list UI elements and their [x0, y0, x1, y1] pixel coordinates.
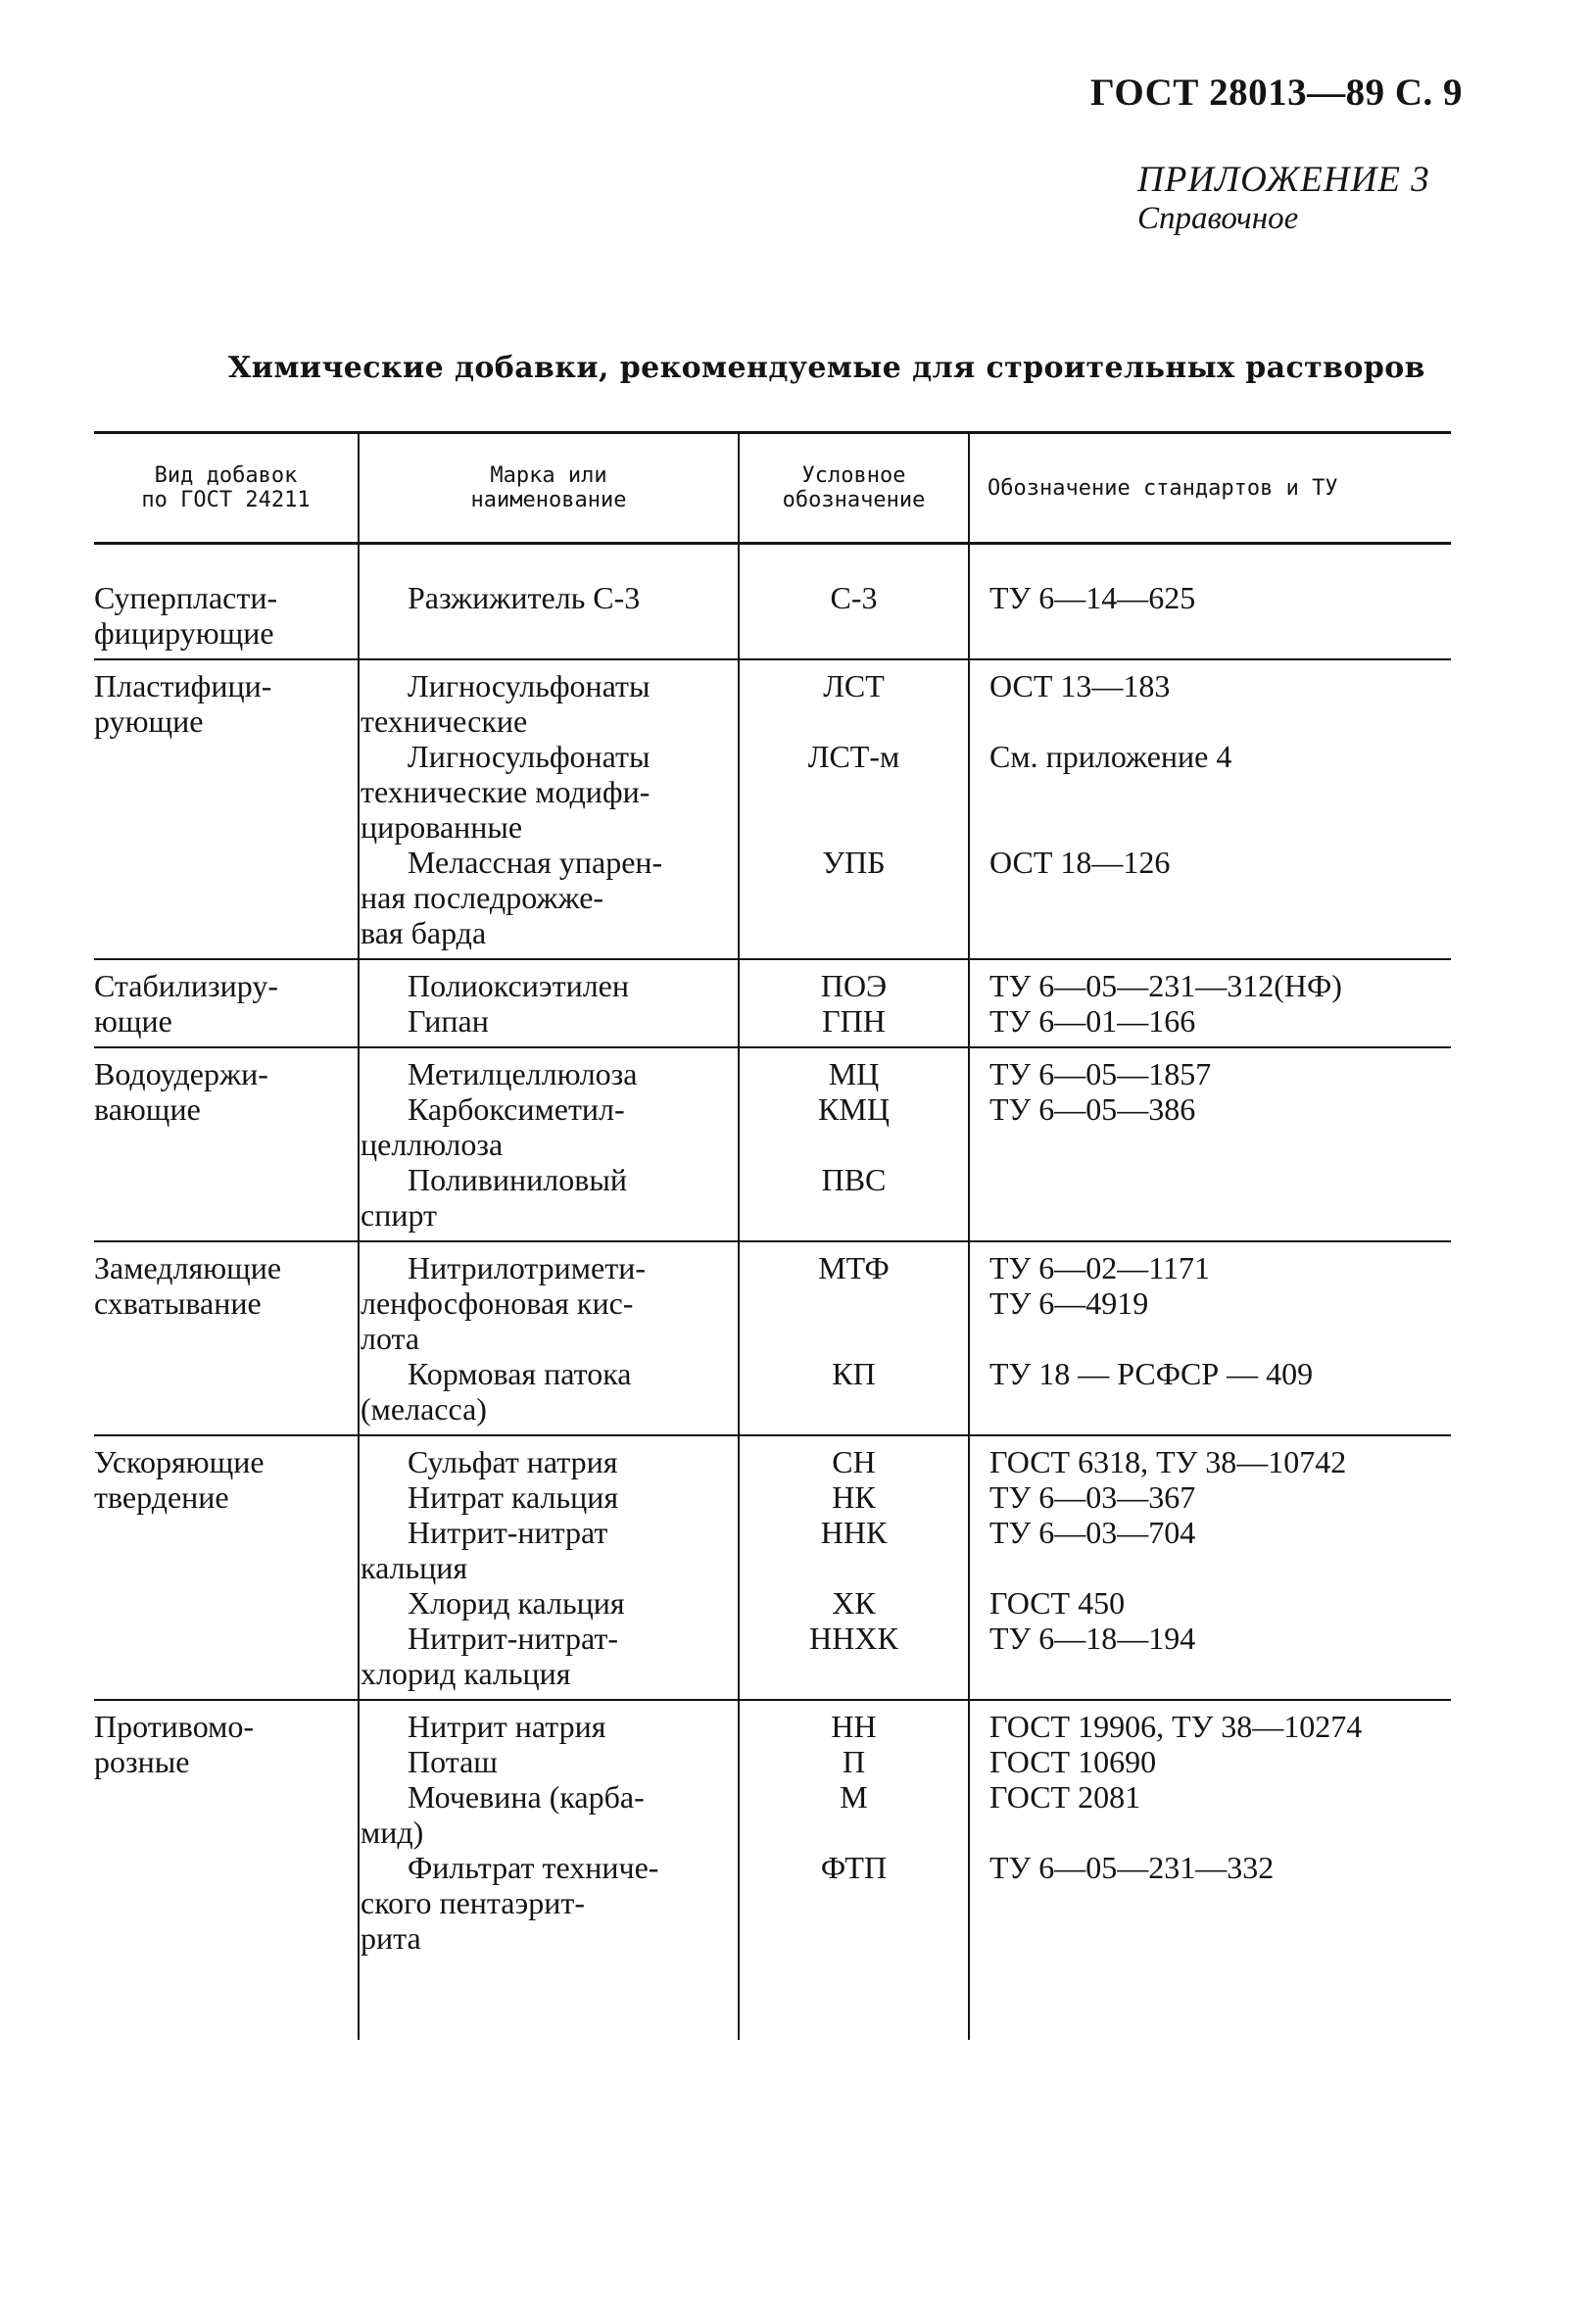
- additive-name: Хлорид кальция: [408, 1585, 625, 1621]
- appendix-block: [1137, 159, 1461, 237]
- additive-names-cell: [359, 1435, 739, 1700]
- additive-code: М: [840, 1779, 868, 1815]
- additive-kind: Противомо- розные: [94, 1700, 359, 2040]
- additive-standard: ТУ 6—01—166: [989, 1003, 1196, 1039]
- table-title: Химические добавки, рекомендуемые для строительных растворов: [228, 351, 1425, 385]
- additive-code: НК: [832, 1479, 876, 1515]
- additive-standard: ТУ 6—14—625: [989, 580, 1196, 615]
- additive-name: Полиоксиэтилен: [408, 968, 629, 1003]
- additive-standard: ГОСТ 19906, ТУ 38—10274: [989, 1709, 1363, 1744]
- additive-name: Фильтрат техниче- ского пентаэрит- рита: [361, 1850, 659, 1956]
- additive-kind: Ускоряющие твердение: [94, 1435, 359, 1700]
- additive-code: КП: [832, 1356, 876, 1391]
- additive-standard: ТУ 6—05—386: [989, 1091, 1196, 1127]
- additive-kind: Стабилизиру- ющие: [94, 959, 359, 1047]
- additive-standard: ТУ 6—03—704: [989, 1515, 1196, 1550]
- column-header-standards: Обозначение стандартов и ТУ: [969, 433, 1451, 544]
- additive-standard: ГОСТ 2081: [989, 1779, 1141, 1815]
- table-row: [94, 1047, 1451, 1241]
- additive-standards-cell: [969, 1435, 1451, 1700]
- table-body: [94, 544, 1451, 2041]
- additive-codes-cell: [739, 1435, 969, 1700]
- additive-name: Карбоксиметил- целлюлоза: [361, 1091, 625, 1162]
- additive-name: Разжижитель С-3: [408, 580, 641, 615]
- additive-kind: Суперпласти- фицирующие: [94, 544, 359, 660]
- additive-standard: ГОСТ 10690: [989, 1744, 1157, 1779]
- additive-code: С-3: [830, 580, 878, 615]
- additive-code: ЛСТ: [823, 668, 885, 703]
- additive-kind: Водоудержи- вающие: [94, 1047, 359, 1241]
- additive-name: Нитрат кальция: [408, 1479, 619, 1515]
- additive-standard: ТУ 6—05—231—312(НФ): [989, 968, 1342, 1003]
- additive-name: Нитрит-нитрат кальция: [361, 1515, 608, 1585]
- appendix-subtitle: Справочное: [1137, 201, 1299, 236]
- additive-standard: ТУ 6—18—194: [989, 1621, 1196, 1656]
- appendix-title: ПРИЛОЖЕНИЕ 3: [1137, 160, 1430, 200]
- additive-standard: См. приложение 4: [989, 739, 1232, 774]
- additive-code: МЦ: [828, 1056, 880, 1091]
- additive-code: СН: [832, 1444, 876, 1479]
- additive-name: Лигносульфонаты технические модифи- цированные: [361, 739, 650, 845]
- additive-name: Метилцеллюлоза: [408, 1056, 638, 1091]
- additive-code: ПВС: [821, 1162, 887, 1197]
- additive-names-cell: [359, 1241, 739, 1435]
- additive-code: НН: [831, 1709, 877, 1744]
- additive-standard: ТУ 6—05—1857: [989, 1056, 1212, 1091]
- additive-standard: [989, 1162, 1450, 1233]
- additive-names-cell: [359, 659, 739, 959]
- additive-code: ГПН: [822, 1003, 886, 1039]
- additive-code: П: [842, 1744, 866, 1779]
- column-header-code: Условное обозначение: [739, 433, 969, 544]
- additive-standards-cell: [969, 1241, 1451, 1435]
- additive-names-cell: [359, 1700, 739, 2040]
- column-header-kind: Вид добавок по ГОСТ 24211: [94, 433, 359, 544]
- additive-name: Нитрит-нитрат- хлорид кальция: [361, 1621, 619, 1691]
- additive-standards-cell: [969, 1047, 1451, 1241]
- additive-name: Поливиниловый спирт: [361, 1162, 627, 1233]
- additive-codes-cell: [739, 1241, 969, 1435]
- additive-codes-cell: [739, 544, 969, 660]
- additive-code: ФТП: [820, 1850, 888, 1885]
- additive-standards-cell: [969, 659, 1451, 959]
- table-row: [94, 659, 1451, 959]
- additive-code: ННХК: [809, 1621, 898, 1656]
- additive-code: ННК: [820, 1515, 888, 1550]
- additive-standards-cell: [969, 959, 1451, 1047]
- additive-standard: ТУ 6—05—231—332: [989, 1850, 1275, 1885]
- additive-codes-cell: [739, 1047, 969, 1241]
- additive-names-cell: [359, 1047, 739, 1241]
- table-header-row: [94, 433, 1451, 544]
- column-header-name: Марка или наименование: [359, 433, 739, 544]
- additive-name: Гипан: [408, 1003, 489, 1039]
- additive-name: Кормовая патока (меласса): [361, 1356, 632, 1427]
- additive-codes-cell: [739, 1700, 969, 2040]
- table-row: [94, 1700, 1451, 2040]
- additive-code: УПБ: [822, 845, 886, 880]
- additive-code: КМЦ: [818, 1091, 890, 1127]
- additive-code: ХК: [832, 1585, 876, 1621]
- additive-standard: ТУ 6—02—1171 ТУ 6—4919: [989, 1250, 1211, 1321]
- table-row: [94, 959, 1451, 1047]
- additive-names-cell: [359, 544, 739, 660]
- additive-name: Лигносульфонаты технические: [361, 668, 650, 739]
- additive-standards-cell: [969, 1700, 1451, 2040]
- additive-standard: ТУ 18 — РСФСР — 409: [989, 1356, 1314, 1391]
- additive-codes-cell: [739, 959, 969, 1047]
- additive-name: Сульфат натрия: [408, 1444, 618, 1479]
- additive-name: Нитрилотримети- ленфосфоновая кис- лота: [361, 1250, 646, 1356]
- additive-code: МТФ: [818, 1250, 890, 1285]
- additive-name: Мочевина (карба- мид): [361, 1779, 645, 1850]
- additive-kind: Пластифици- рующие: [94, 659, 359, 959]
- additive-code: ПОЭ: [820, 968, 888, 1003]
- additive-name: Мелассная упарен- ная последрожже- вая барда: [361, 845, 663, 950]
- additive-name: Нитрит натрия: [408, 1709, 606, 1744]
- additive-standard: ГОСТ 6318, ТУ 38—10742: [989, 1444, 1347, 1479]
- additive-standard: ОСТ 18—126: [989, 845, 1171, 880]
- additives-table: [94, 431, 1451, 2040]
- additive-standard: ГОСТ 450: [989, 1585, 1126, 1621]
- additive-standards-cell: [969, 544, 1451, 660]
- page-header: ГОСТ 28013—89 С. 9: [1090, 72, 1463, 114]
- additive-kind: Замедляющие схватывание: [94, 1241, 359, 1435]
- table-row: [94, 1435, 1451, 1700]
- additive-name: Поташ: [408, 1744, 498, 1779]
- additive-standard: ОСТ 13—183: [989, 668, 1171, 703]
- additive-codes-cell: [739, 659, 969, 959]
- additive-standard: ТУ 6—03—367: [989, 1479, 1196, 1515]
- table-row: [94, 544, 1451, 660]
- additive-code: ЛСТ-м: [807, 739, 900, 774]
- additive-names-cell: [359, 959, 739, 1047]
- table-row: [94, 1241, 1451, 1435]
